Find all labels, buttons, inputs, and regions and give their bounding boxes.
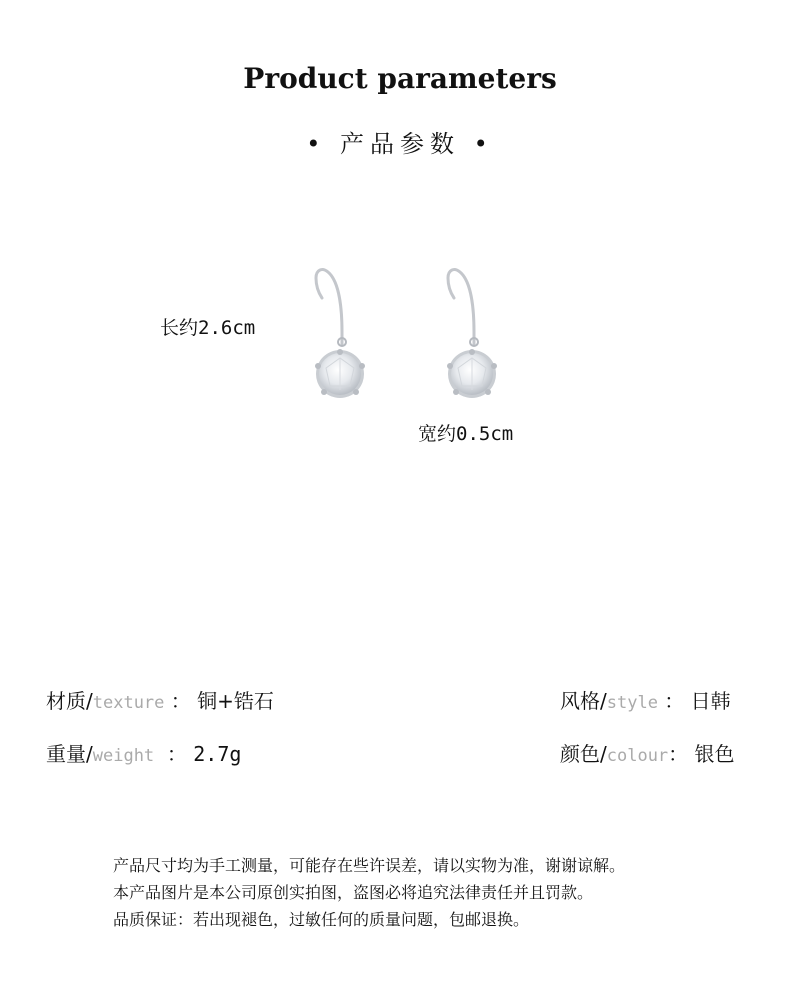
earring-left-image: [300, 262, 370, 402]
spec-style: 风格/style ： 日韩: [560, 689, 731, 713]
page-subtitle: • 产品参数 •: [306, 130, 494, 158]
spec-material-label-en: texture: [92, 693, 165, 713]
spec-material-label: 材质: [46, 689, 86, 713]
length-dimension: 长约2.6cm: [160, 317, 256, 339]
spec-colour-label: 颜色: [560, 742, 600, 766]
spec-style-label-en: style: [606, 693, 658, 713]
width-dimension: 宽约0.5cm: [418, 423, 514, 445]
spec-style-value: 日韩: [690, 689, 731, 713]
earring-right-image: [432, 262, 502, 402]
spec-weight-separator: ：: [154, 742, 187, 766]
spec-material-separator: ：: [164, 689, 191, 713]
spec-weight: 重量/weight ： 2.7g: [46, 742, 242, 766]
spec-colour: 颜色/colour： 银色: [560, 742, 735, 766]
spec-style-separator: ：: [657, 689, 685, 713]
spec-colour-separator: ：: [668, 742, 689, 766]
note-line: 产品尺寸均为手工测量，可能存在些许误差，请以实物为准，谢谢谅解。: [113, 856, 626, 875]
spec-material-value: 铜+锆石: [197, 689, 274, 713]
note-line: 品质保证：若出现褪色，过敏任何的质量问题，包邮退换。: [113, 910, 530, 929]
notes-block: [113, 852, 625, 933]
spec-weight-label-en: weight: [92, 746, 155, 766]
spec-weight-value: 2.7g: [193, 742, 242, 766]
spec-colour-value: 银色: [694, 742, 735, 766]
spec-colour-label-en: colour: [606, 746, 669, 766]
spec-style-label: 风格: [560, 689, 600, 713]
note-line: 本产品图片是本公司原创实拍图，盗图必将追究法律责任并且罚款。: [113, 883, 594, 902]
page-title: Product parameters: [243, 62, 557, 95]
spec-material: 材质/texture ： 铜+锆石: [46, 689, 274, 713]
spec-weight-label: 重量: [46, 742, 86, 766]
